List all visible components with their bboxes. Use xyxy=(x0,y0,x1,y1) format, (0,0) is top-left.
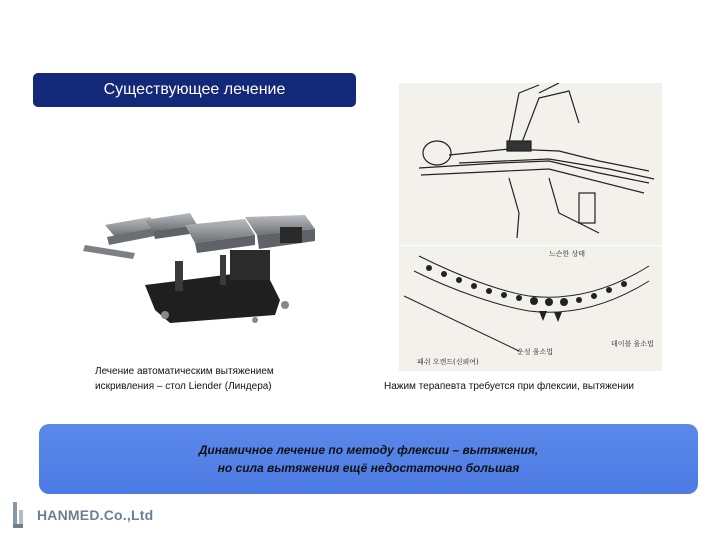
section-title: Существующее лечение xyxy=(103,81,286,98)
logo-mark-icon xyxy=(11,500,33,530)
spine-drawing xyxy=(399,246,662,371)
logo-text: HANMED.Co.,Ltd xyxy=(37,507,154,523)
info-box xyxy=(39,424,698,494)
spine-legend-right: 데이블 움소법 xyxy=(611,340,654,348)
info-line-1: Динамичное лечение по методу флексии – вытяжения, xyxy=(198,443,539,457)
info-line-2: но сила вытяжения ещё недостаточно большая xyxy=(217,461,520,475)
spine-legend-mid: 운성 움소법 xyxy=(517,348,554,356)
photo-caption xyxy=(95,364,345,394)
drawing-caption: Нажим терапевта требуется при флексии, вытяжении xyxy=(384,381,635,392)
traction-table-photo xyxy=(75,205,325,335)
photo-caption-line-2: искривления – стол Liender (Линдера) xyxy=(95,381,272,392)
company-logo xyxy=(11,498,153,532)
spine-label-top: 느슨한 상태 xyxy=(549,250,586,258)
spine-legend-left: 패쉬 오캔드(신뢰여) xyxy=(417,358,479,366)
section-title-box xyxy=(33,73,356,107)
flexion-table-drawing xyxy=(399,83,662,245)
photo-caption-line-1: Лечение автоматическим вытяжением xyxy=(95,366,274,377)
